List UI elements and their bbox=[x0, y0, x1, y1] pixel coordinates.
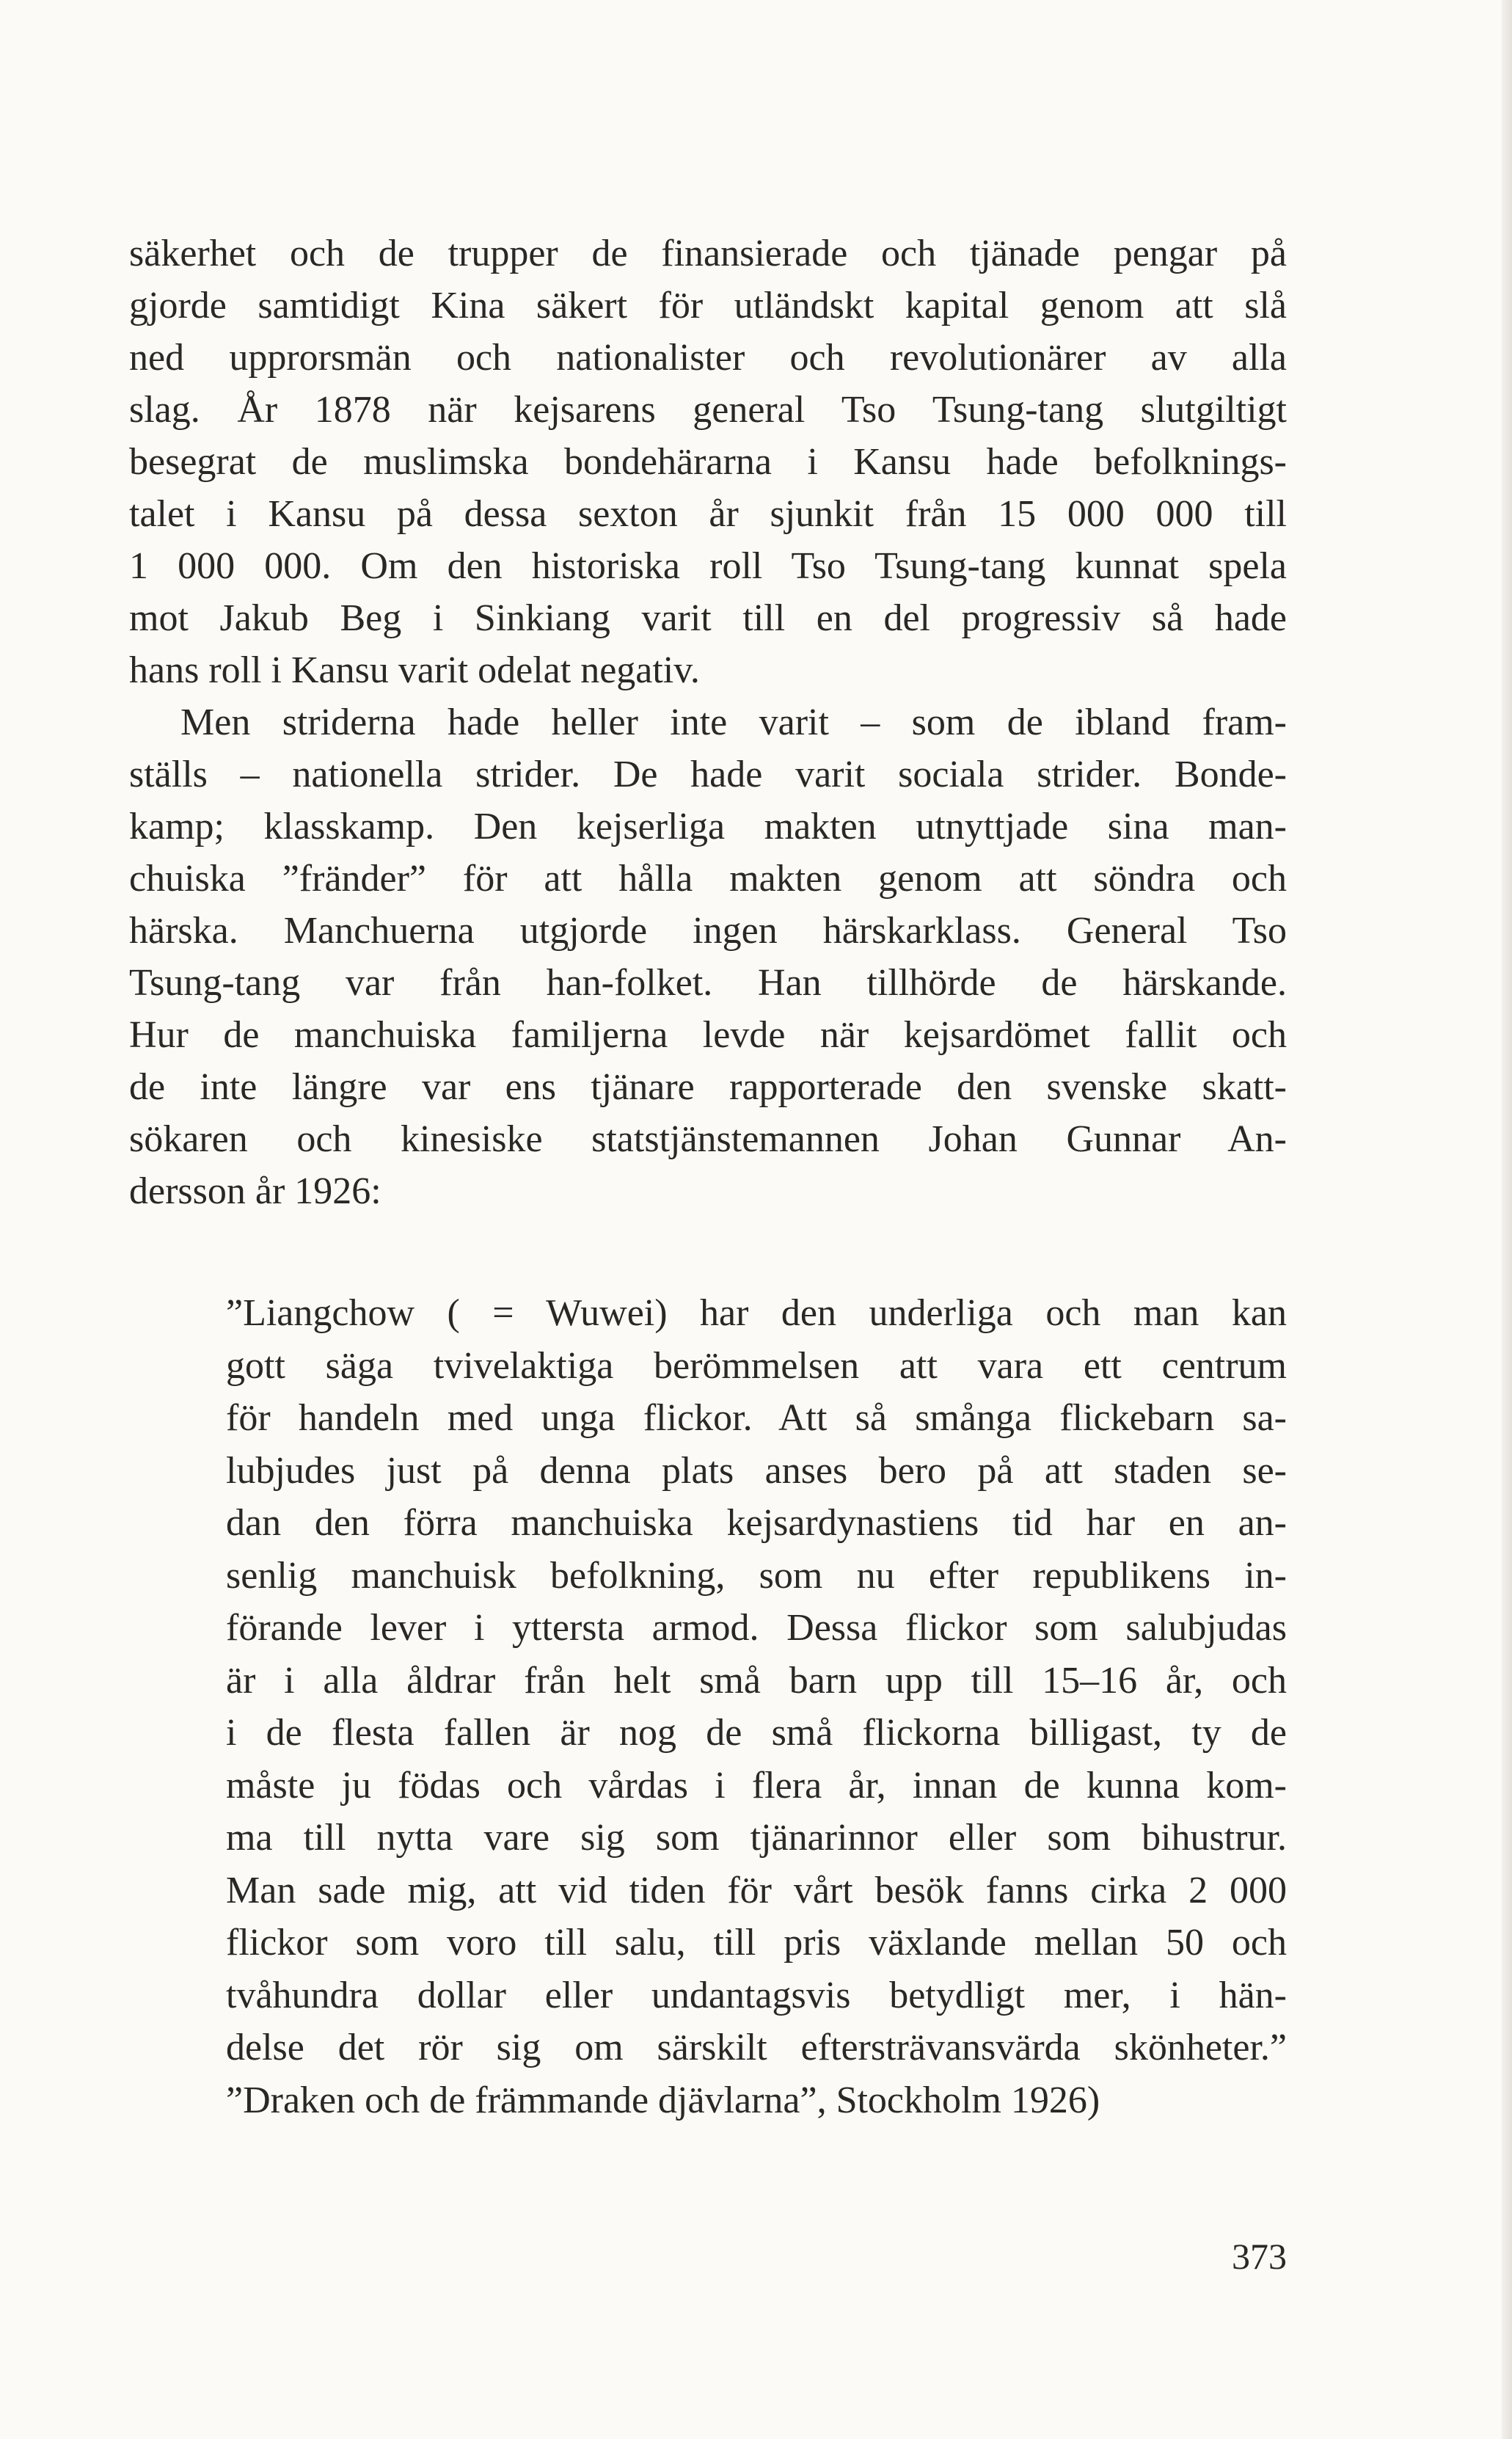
quote-line: flickor som voro till salu, till pris växlande mellan 50 och bbox=[226, 1922, 1287, 1964]
page-number: 373 bbox=[1232, 2236, 1287, 2277]
text-line: härska. Manchuerna utgjorde ingen härskarklass. General Tso bbox=[129, 910, 1287, 952]
body-text bbox=[129, 227, 1287, 1217]
text-line: hans roll i Kansu varit odelat negativ. bbox=[129, 649, 700, 691]
quote-line: lubjudes just på denna plats anses bero på att staden se- bbox=[226, 1449, 1287, 1492]
text-line: sökaren och kinesiske statstjänstemannen Johan Gunnar An- bbox=[129, 1118, 1287, 1160]
text-line: 1 000 000. Om den historiska roll Tso Tsung-tang kunnat spela bbox=[129, 545, 1287, 587]
text-line: gjorde samtidigt Kina säkert för utländskt kapital genom att slå bbox=[129, 285, 1287, 327]
text-line: Men striderna hade heller inte varit – som de ibland fram- bbox=[180, 701, 1287, 743]
text-line: kamp; klasskamp. Den kejserliga makten utnyttjade sina man- bbox=[129, 806, 1287, 847]
quote-line: dan den förra manchuiska kejsardynastiens tid har en an- bbox=[226, 1502, 1287, 1544]
text-line: chuiska ”fränder” för att hålla makten genom att söndra och bbox=[129, 858, 1287, 900]
text-line: dersson år 1926: bbox=[129, 1170, 381, 1212]
quote-line: tvåhundra dollar eller undantagsvis betydligt mer, i hän- bbox=[226, 1974, 1287, 2016]
text-line: slag. År 1878 när kejsarens general Tso Tsung-tang slutgiltigt bbox=[129, 389, 1287, 431]
text-line: ställs – nationella strider. De hade varit sociala strider. Bonde- bbox=[129, 754, 1287, 795]
text-line: de inte längre var ens tjänare rapporterade den svenske skatt- bbox=[129, 1066, 1287, 1108]
block-quote bbox=[226, 1287, 1287, 2126]
quote-line: ”Liangchow ( = Wuwei) har den underliga och man kan bbox=[226, 1292, 1287, 1334]
quote-line: ma till nytta vare sig som tjänarinnor eller som bihustrur. bbox=[226, 1817, 1287, 1859]
text-line: säkerhet och de trupper de finansierade och tjänade pengar på bbox=[129, 233, 1287, 274]
text-line: Tsung-tang var från han-folket. Han tillhörde de härskande. bbox=[129, 962, 1287, 1004]
text-line: talet i Kansu på dessa sexton år sjunkit från 15 000 000 till bbox=[129, 493, 1287, 535]
quote-line: Man sade mig, att vid tiden för vårt besök fanns cirka 2 000 bbox=[226, 1869, 1287, 1911]
quote-line: delse det rör sig om särskilt eftersträvansvärda skönheter.” bbox=[226, 2027, 1287, 2068]
text-line: besegrat de muslimska bondehärarna i Kansu hade befolknings- bbox=[129, 441, 1287, 483]
quote-line: i de flesta fallen är nog de små flickorna billigast, ty de bbox=[226, 1712, 1287, 1754]
page-edge-shadow bbox=[1502, 0, 1512, 2439]
text-line: Hur de manchuiska familjerna levde när kejsardömet fallit och bbox=[129, 1014, 1287, 1056]
quote-line: gott säga tvivelaktiga berömmelsen att vara ett centrum bbox=[226, 1344, 1287, 1387]
quote-source-line: ”Draken och de främmande djävlarna”, Stockholm 1926) bbox=[226, 2079, 1100, 2121]
quote-line: för handeln med unga flickor. Att så smånga flickebarn sa- bbox=[226, 1397, 1287, 1439]
quote-line: senlig manchuisk befolkning, som nu efter republikens in- bbox=[226, 1554, 1287, 1597]
text-line: ned upprorsmän och nationalister och revolutionärer av alla bbox=[129, 337, 1287, 379]
text-line: mot Jakub Beg i Sinkiang varit till en del progressiv så hade bbox=[129, 597, 1287, 639]
quote-line: måste ju födas och vårdas i flera år, innan de kunna kom- bbox=[226, 1764, 1287, 1807]
quote-line: förande lever i yttersta armod. Dessa flickor som salubjudas bbox=[226, 1607, 1287, 1649]
quote-line: är i alla åldrar från helt små barn upp till 15–16 år, och bbox=[226, 1659, 1287, 1702]
